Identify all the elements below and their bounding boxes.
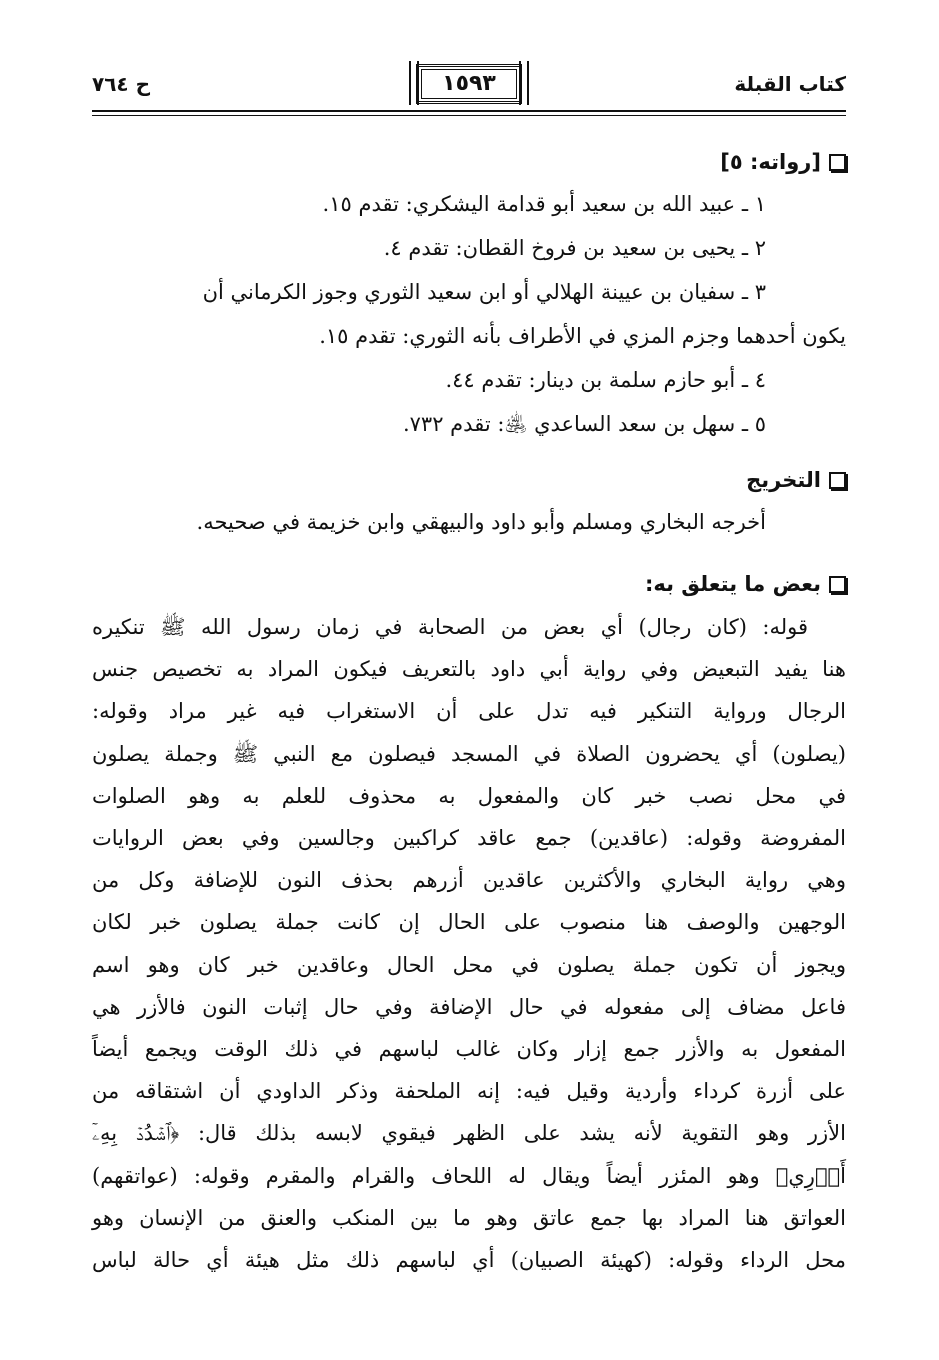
commentary-line: المفعول به والأزر جمع إزار وكان غالب لباسهم في ذلك الوقت ويجمع أيضاً [92, 1037, 846, 1062]
square-bullet-icon [829, 472, 846, 489]
commentary-line: وهي رواية البخاري والأكثرين عاقدين أزرهم بحذف النون للإضافة وكل من [92, 868, 846, 893]
commentary-line: في محل نصب خبر كان والمفعول به محذوف للعلم به وهو الصلوات [92, 783, 846, 808]
takhrij-text: أخرجه البخاري ومسلم وأبو داود والبيهقي وابن خزيمة في صحيحه. [196, 510, 766, 534]
narrator-item: ٣ ـ سفيان بن عيينة الهلالي أو ابن سعيد الثوري وجوز الكرماني أن [202, 280, 766, 304]
square-bullet-icon [829, 576, 846, 593]
narrators-heading [92, 142, 846, 182]
narrators-list [92, 182, 846, 446]
commentary-line: قوله: (كان رجال) أي بعض من الصحابة في زمان رسول الله ﷺ تنكيره [92, 615, 808, 639]
square-bullet-icon [829, 154, 846, 171]
commentary-heading-text: بعض ما يتعلق به: [644, 572, 821, 596]
commentary-line: الوجهين والوصف هنا منصوب على الحال إن كانت جملة يصلون خبر لكان [92, 910, 846, 935]
narrator-item: ١ ـ عبيد الله بن سعيد أبو قدامة اليشكري: تقدم ١٥. [322, 192, 766, 216]
takhrij-heading-text: التخريج [746, 468, 821, 492]
commentary-line: العواتق هنا المراد بها جمع عاتق وهو ما بين المنكب والعنق من الإنسان وهو [92, 1205, 846, 1230]
commentary-line: فاعل مضاف إلى مفعوله في حال الإضافة وفي حال إثبات النون فالأزر هي [92, 994, 846, 1019]
book-page [92, 60, 846, 1281]
narrator-item: ٤ ـ أبو حازم سلمة بن دينار: تقدم ٤٤. [445, 368, 766, 392]
commentary-line: (يصلون) أي يحضرون الصلاة في المسجد فيصلون مع النبي ﷺ وجملة يصلون [92, 741, 846, 766]
narrator-item-continued: يكون أحدهما وجزم المزي في الأطراف بأنه الثوري: تقدم ١٥. [319, 324, 846, 348]
commentary-line: محل الرداء وقوله: (كهيئة الصبيان) أي لباسهم ذلك مثل هيئة أي حالة لباس [92, 1248, 846, 1273]
takhrij-heading [92, 460, 846, 500]
commentary-line: ويجوز أن تكون جملة يصلون في محل الحال وعاقدين خبر كان وهو اسم [92, 952, 846, 977]
commentary-body [92, 606, 846, 1281]
hadith-reference: ح ٧٦٤ [92, 72, 151, 96]
commentary-line: على أزرة كرداء وأردية وقيل فيه: إنه الملحفة وذكر الداودي أن اشتقاقه من [92, 1079, 846, 1104]
commentary-line: الأزر وهو التقوية لأنه يشد على الظهر فيقوي لابسه بذلك قال: ﴿ٱشۡدُدۡ بِهِۦٓ [92, 1121, 846, 1146]
book-title: كتاب القبلة [734, 72, 846, 96]
narrators-heading-text: [رواته: ٥] [720, 150, 821, 174]
commentary-line: الرجال ورواية التنكير فيه تدل على أن الاستغراب فيه غير مراد وقوله: [92, 699, 846, 724]
page-number: ١٥٩٣ [416, 64, 522, 104]
page-header [92, 60, 846, 108]
commentary-heading [92, 564, 846, 604]
narrator-item: ٥ ـ سهل بن سعد الساعدي ﵁: تقدم ٧٣٢. [402, 412, 766, 436]
commentary-line: المفروضة وقوله: (عاقدين) جمع عاقد كراكبين وجالسين وفي بعض الروايات [92, 826, 846, 851]
commentary-line: هنا يفيد التبعيض وفي رواية أبي داود بالتعريف فيكون المراد به تخصيص جنس [92, 657, 846, 682]
narrator-item: ٢ ـ يحيى بن سعيد بن فروخ القطان: تقدم ٤. [383, 236, 766, 260]
commentary-line: أَزۡرِي﴾ وهو المئزر أيضاً ويقال له اللحاف والقرام والمقرم وقوله: (عواتقهم) [92, 1163, 846, 1188]
